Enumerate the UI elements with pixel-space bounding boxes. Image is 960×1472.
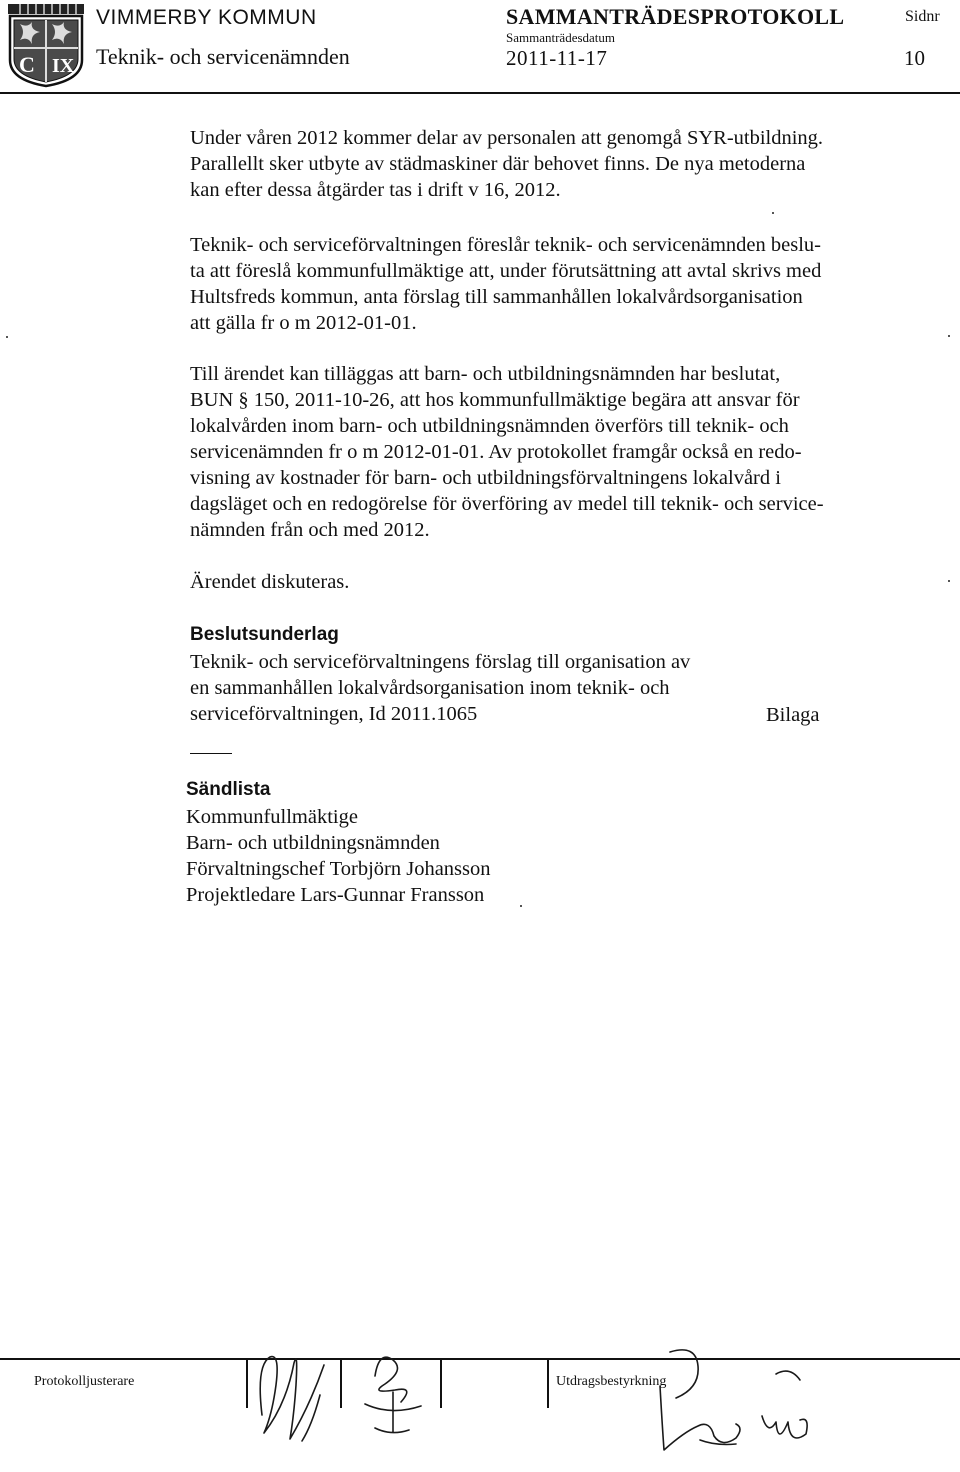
text-line: att gälla fr o m 2012-01-01.: [190, 312, 417, 334]
meeting-date-label: Sammanträdesdatum: [506, 30, 616, 45]
text-line: ta att föreslå kommunfullmäktige att, under förutsättning att avtal skrivs med: [190, 260, 822, 282]
text-line: BUN § 150, 2011-10-26, att hos kommunfullmäktige begära att ansvar för: [190, 389, 800, 411]
paragraph-proposal: [190, 232, 890, 336]
signature-box-divider: [440, 1360, 442, 1408]
section-separator: [190, 753, 232, 754]
scan-speck: [772, 212, 774, 214]
signature-initials-2: [345, 1346, 435, 1446]
signature-box-divider: [340, 1360, 342, 1408]
page-number: 10: [904, 46, 925, 70]
text-line: serviceförvaltningen, Id 2011.1065: [190, 703, 478, 725]
signature-box-divider: [547, 1360, 549, 1408]
signature-initials-1: [250, 1345, 340, 1455]
list-item: Projektledare Lars-Gunnar Fransson: [186, 884, 485, 906]
svg-text:IX: IX: [52, 55, 75, 77]
page-header: [0, 0, 960, 92]
sandlista-heading: Sändlista: [186, 779, 271, 800]
scan-speck: [948, 335, 950, 337]
text-line: Till ärendet kan tilläggas att barn- och utbildningsnämnden har beslutat,: [190, 363, 781, 385]
text-line: dagsläget och en redogörelse för överföring av medel till teknik- och service-: [190, 493, 824, 515]
list-item: Förvaltningschef Torbjörn Johansson: [186, 858, 491, 880]
paragraph-syr-training: [190, 125, 890, 203]
text-line: Parallellt sker utbyte av städmaskiner där behovet finns. De nya metoderna: [190, 153, 806, 175]
list-item: Kommunfullmäktige: [186, 806, 358, 828]
text-line: kan efter dessa åtgärder tas i drift v 16, 2012.: [190, 179, 561, 201]
text-line: en sammanhållen lokalvårdsorganisation inom teknik- och: [190, 677, 670, 699]
scan-speck: [520, 905, 522, 907]
header-divider: [0, 92, 960, 94]
protokolljusterare-label: Protokolljusterare: [34, 1374, 135, 1389]
document-title: SAMMANTRÄDESPROTOKOLL: [506, 4, 845, 29]
list-item: Barn- och utbildningsnämnden: [186, 832, 440, 854]
attachment-label: Bilaga: [766, 704, 820, 726]
beslutsunderlag-heading: Beslutsunderlag: [190, 624, 339, 645]
text-line: lokalvården inom barn- och utbildningsnämnden överförs till teknik- och: [190, 415, 789, 437]
meeting-date: 2011-11-17: [506, 46, 608, 70]
text-line: servicenämnden fr o m 2012-01-01. Av protokollet framgår också en redo-: [190, 441, 802, 463]
signature-box-divider: [246, 1360, 248, 1408]
paragraph-discussion: [190, 569, 890, 595]
text-line: Teknik- och serviceförvaltningens förslag till organisation av: [190, 651, 691, 673]
distribution-list: [186, 804, 886, 908]
text-line: nämnden från och med 2012.: [190, 519, 430, 541]
paragraph-bun-decision: [190, 361, 890, 543]
municipality-name: VIMMERBY KOMMUN: [96, 6, 317, 29]
text-line: visning av kostnader för barn- och utbildningsförvaltningens lokalvård i: [190, 467, 781, 489]
municipal-crest-icon: [6, 2, 86, 88]
utdragsbestyrkande-label: Utdragsbestyrkning: [556, 1374, 667, 1389]
scan-speck: [948, 580, 950, 582]
committee-name: Teknik- och servicenämnden: [96, 44, 350, 69]
svg-text:C: C: [19, 52, 35, 77]
text-line: Ärendet diskuteras.: [190, 571, 350, 593]
text-line: Under våren 2012 kommer delar av personalen att genomgå SYR-utbildning.: [190, 127, 824, 149]
signature-certification: [640, 1346, 840, 1464]
page-number-label: Sidnr: [905, 8, 940, 25]
scan-speck: [6, 336, 8, 338]
text-line: Teknik- och serviceförvaltningen föreslår teknik- och servicenämnden beslu-: [190, 234, 821, 256]
text-line: Hultsfreds kommun, anta förslag till sammanhållen lokalvårdsorganisation: [190, 286, 803, 308]
